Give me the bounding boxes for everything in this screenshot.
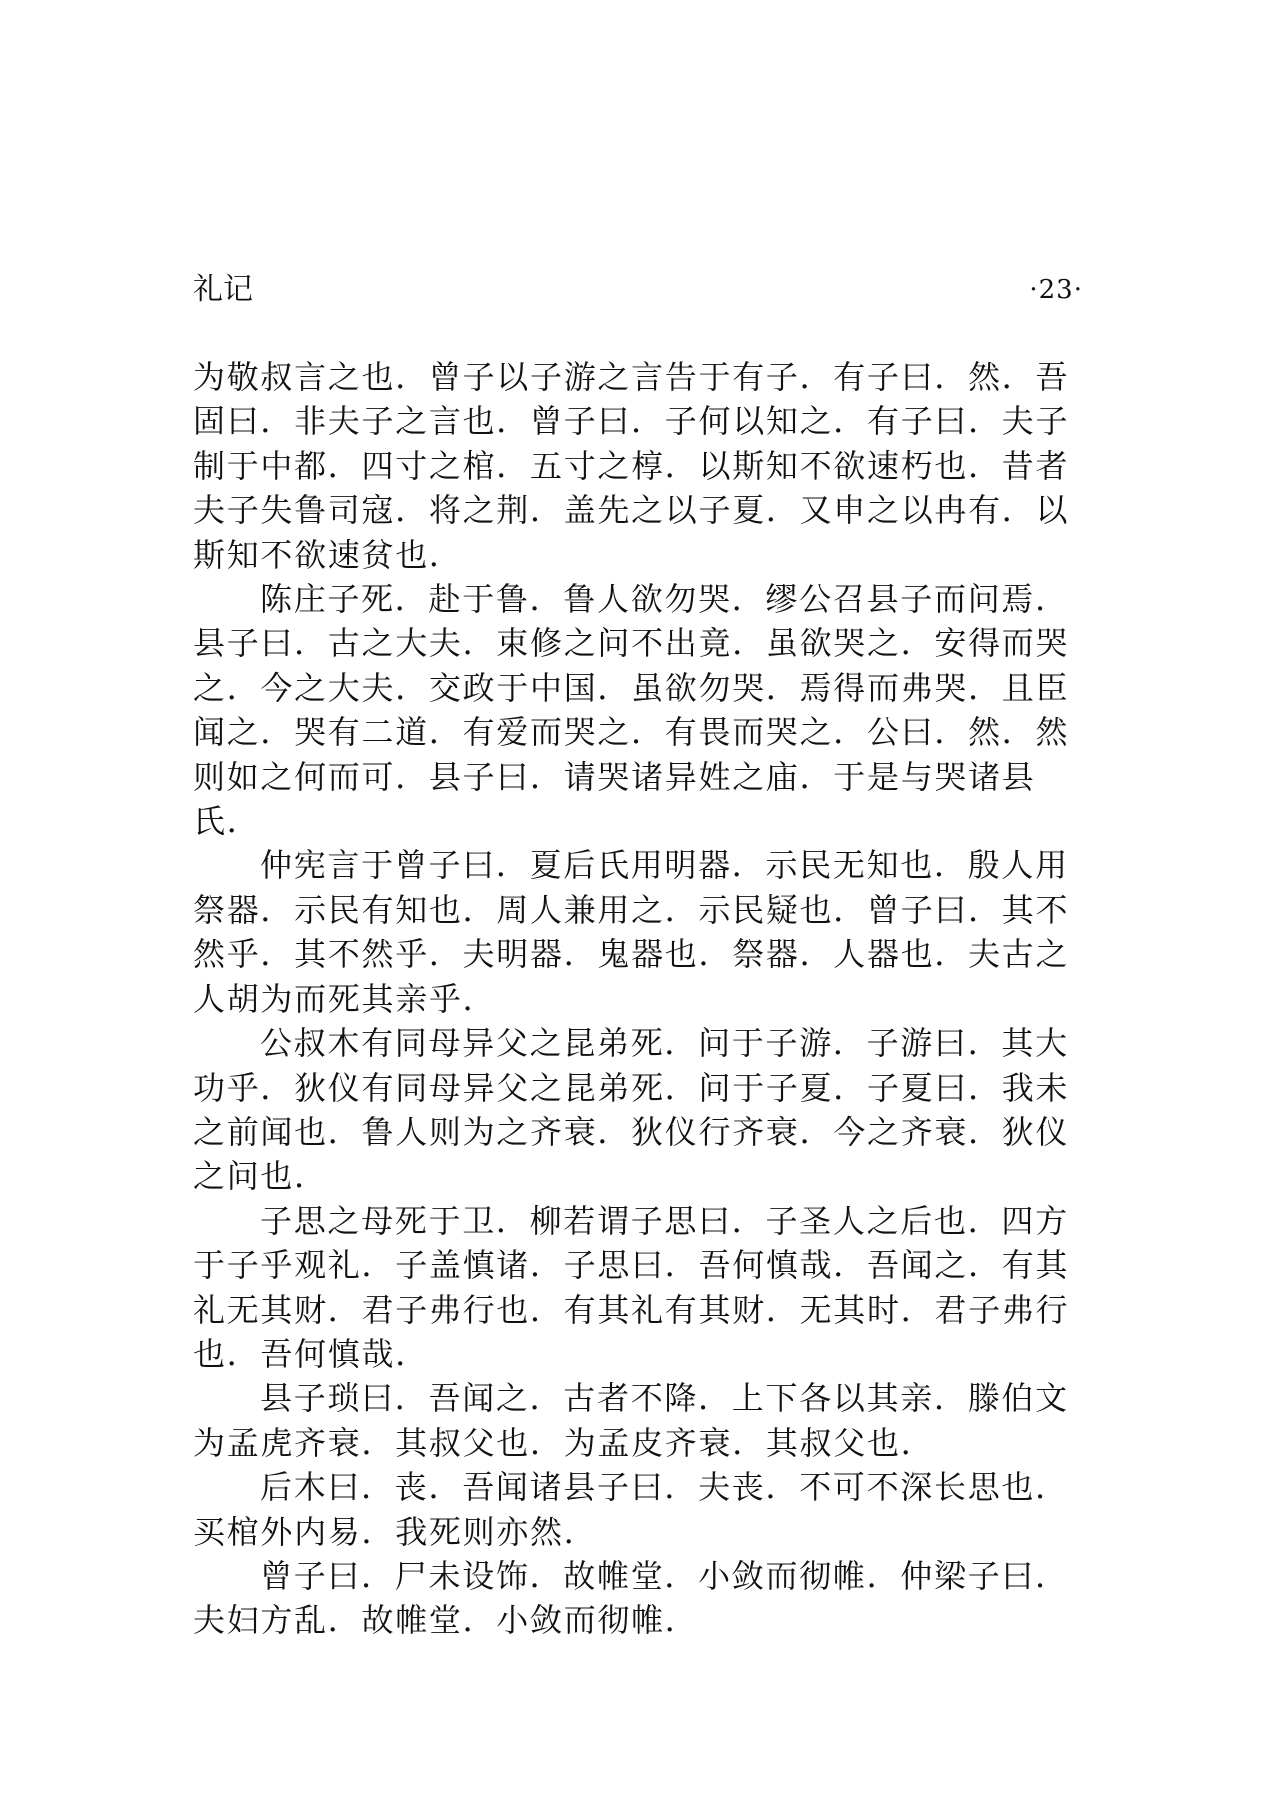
paragraph-7: 后木曰．丧．吾闻诸县子曰．夫丧．不可不深长思也．买棺外内易．我死则亦然．	[193, 1468, 1069, 1551]
paragraph-4: 公叔木有同母异父之昆弟死．问于子游．子游曰．其大功乎．狄仪有同母异父之昆弟死．问于子夏．子夏曰．我未之前闻也．鲁人则为之齐衰．狄仪行齐衰．今之齐衰．狄仪之问也．	[193, 1024, 1070, 1196]
paragraph-8: 曾子曰．尸未设饰．故帷堂．小敛而彻帷．仲梁子曰．夫妇方乱．故帷堂．小敛而彻帷．	[193, 1556, 1069, 1640]
paragraph-3: 仲宪言于曾子曰．夏后氏用明器．示民无知也．殷人用祭器．示民有知也．周人兼用之．示民疑也．曾子曰．其不然乎．其不然乎．夫明器．鬼器也．祭器．人器也．夫古之人胡为而死其亲乎．	[193, 846, 1070, 1018]
paragraph-5: 子思之母死于卫．柳若谓子思曰．子圣人之后也．四方于子乎观礼．子盖慎诸．子思曰．吾何慎哉．吾闻之．有其礼无其财．君子弗行也．有其礼有其财．无其时．君子弗行也．吾何慎哉．	[193, 1201, 1070, 1373]
book-title: 礼记	[193, 272, 253, 307]
page-body	[193, 355, 1093, 1643]
paragraph-1: 为敬叔言之也．曾子以子游之言告于有子．有子曰．然．吾固曰．非夫子之言也．曾子曰．子何以知之．有子曰．夫子制于中都．四寸之棺．五寸之椁．以斯知不欲速朽也．昔者夫子失鲁司寇．将之荆．盖先之以子夏．又申之以冉有．以斯知不欲速贫也．	[193, 358, 1070, 574]
page-number: ·23·	[1029, 275, 1083, 305]
page-header	[193, 270, 1083, 310]
paragraph-2: 陈庄子死．赴于鲁．鲁人欲勿哭．缪公召县子而问焉．县子曰．古之大夫．束修之问不出竟．虽欲哭之．安得而哭之．今之大夫．交政于中国．虽欲勿哭．焉得而弗哭．且臣闻之．哭有二道．有爱而哭之．有畏而哭之．公曰．然．然则如之何而可．县子曰．请哭诸异姓之庙．于是与哭诸县氏．	[193, 580, 1070, 841]
paragraph-6: 县子琐曰．吾闻之．古者不降．上下各以其亲．滕伯文为孟虎齐衰．其叔父也．为孟皮齐衰．其叔父也．	[193, 1379, 1069, 1462]
